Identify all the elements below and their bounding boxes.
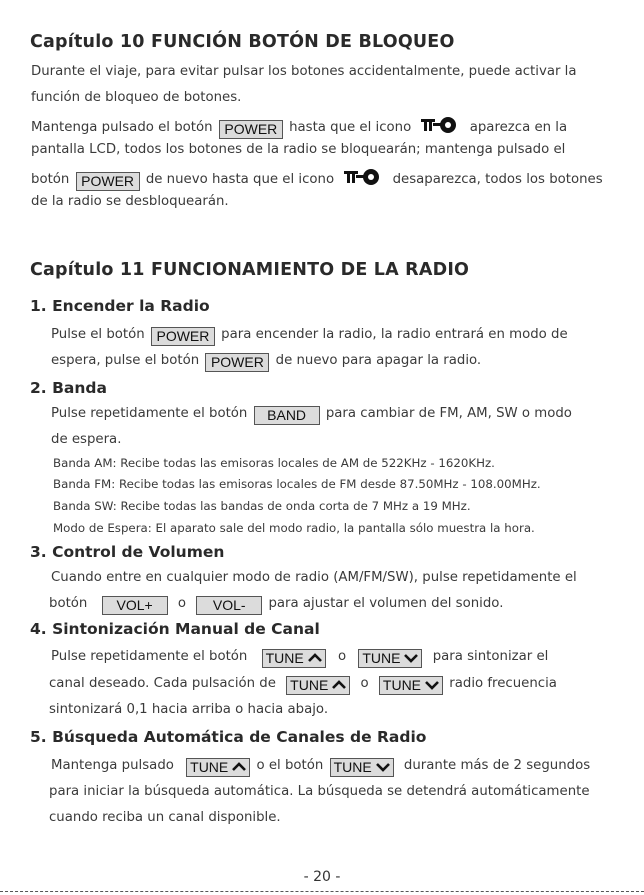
- paragraph-line: [51, 757, 590, 777]
- paragraph-line: [51, 405, 572, 425]
- text: o: [360, 676, 369, 691]
- text: durante más de 2 segundos: [403, 758, 591, 773]
- section-title: 5. Búsqueda Automática de Canales de Radio: [30, 728, 427, 746]
- section-title: 4. Sintonización Manual de Canal: [30, 620, 320, 638]
- paragraph-line: [51, 326, 568, 346]
- text: para cambiar de FM, AM, SW o modo: [325, 406, 572, 421]
- text: de nuevo para apagar la radio.: [275, 353, 482, 368]
- tune-up-button-label: [186, 758, 250, 777]
- text: o el botón: [256, 758, 324, 773]
- paragraph-line: de espera.: [51, 432, 122, 447]
- paragraph-line: Cuando entre en cualquier modo de radio (AM/FM/SW), pulse repetidamente el: [51, 570, 577, 585]
- text: para sintonizar el: [432, 649, 549, 664]
- paragraph-line: para iniciar la búsqueda automática. La búsqueda se detendrá automáticamente: [49, 784, 590, 799]
- text: radio frecuencia: [449, 676, 557, 691]
- chevron-down-icon: [424, 680, 440, 690]
- text: botón: [49, 596, 88, 611]
- band-sw-text: Banda SW: Recibe todas las bandas de onda corta de 7 MHz a 19 MHz.: [53, 499, 471, 513]
- text: hasta que el icono: [289, 120, 412, 135]
- text: desaparezca, todos los botones: [392, 172, 603, 187]
- band-am-text: Banda AM: Recibe todas las emisoras locales de AM de 522KHz - 1620KHz.: [53, 456, 495, 470]
- vol-up-button-label: VOL+: [102, 596, 168, 615]
- lock-key-icon: [421, 115, 459, 141]
- power-button-label: POWER: [205, 353, 269, 372]
- power-button-label: POWER: [76, 172, 140, 191]
- section-title: 3. Control de Volumen: [30, 543, 225, 561]
- paragraph-line: de la radio se desbloquearán.: [31, 194, 229, 209]
- paragraph-line: [31, 115, 567, 141]
- text: TUNE: [190, 759, 229, 775]
- text: espera, pulse el botón: [51, 353, 200, 368]
- section-title: 1. Encender la Radio: [30, 297, 210, 315]
- chevron-up-icon: [231, 762, 247, 772]
- paragraph-line: [49, 675, 557, 695]
- band-button-label: BAND: [254, 406, 320, 425]
- chevron-down-icon: [375, 762, 391, 772]
- chapter-11-title: Capítulo 11 FUNCIONAMIENTO DE LA RADIO: [30, 260, 470, 280]
- text: botón: [31, 172, 70, 187]
- text: para ajustar el volumen del sonido.: [268, 596, 504, 611]
- text: Pulse repetidamente el botón: [51, 649, 248, 664]
- text: Mantenga pulsado: [51, 758, 174, 773]
- paragraph-line: sintonizará 0,1 hacia arriba o hacia abajo.: [49, 702, 329, 717]
- text: TUNE: [333, 759, 372, 775]
- page-number: - 20 -: [303, 869, 341, 885]
- tune-up-button-label: [262, 649, 326, 668]
- text: TUNE: [265, 650, 304, 666]
- paragraph-line: pantalla LCD, todos los botones de la radio se bloquearán; mantenga pulsado el: [31, 142, 566, 157]
- paragraph-line: [51, 352, 481, 372]
- page-divider: [0, 891, 644, 892]
- text: TUNE: [290, 677, 329, 693]
- text: Pulse repetidamente el botón: [51, 406, 248, 421]
- paragraph-line: [51, 648, 548, 668]
- text: TUNE: [362, 650, 401, 666]
- power-button-label: POWER: [219, 120, 283, 139]
- power-button-label: POWER: [151, 327, 215, 346]
- text: canal deseado. Cada pulsación de: [49, 676, 276, 691]
- chapter-10-title: Capítulo 10 FUNCIÓN BOTÓN DE BLOQUEO: [30, 32, 455, 52]
- paragraph-line: cuando reciba un canal disponible.: [49, 810, 281, 825]
- chevron-down-icon: [403, 653, 419, 663]
- text: Mantenga pulsado el botón: [31, 120, 213, 135]
- text: Pulse el botón: [51, 327, 145, 342]
- text: TUNE: [382, 677, 422, 693]
- band-fm-text: Banda FM: Recibe todas las emisoras locales de FM desde 87.50MHz - 108.00MHz.: [53, 477, 541, 491]
- text: o: [337, 649, 347, 664]
- section-title: 2. Banda: [30, 379, 107, 397]
- paragraph-line: Durante el viaje, para evitar pulsar los botones accidentalmente, puede activar la: [31, 64, 577, 79]
- tune-down-button-label: [330, 758, 394, 777]
- tune-up-button-label: [286, 676, 350, 695]
- lock-key-icon: [344, 167, 382, 193]
- vol-down-button-label: VOL-: [196, 596, 262, 615]
- tune-down-button-label: [379, 676, 443, 695]
- paragraph-line: [49, 595, 503, 615]
- chevron-up-icon: [307, 653, 323, 663]
- text: de nuevo hasta que el icono: [145, 172, 335, 187]
- chevron-up-icon: [331, 680, 347, 690]
- text: para encender la radio, la radio entrará en modo de: [221, 327, 568, 342]
- paragraph-line: función de bloqueo de botones.: [31, 90, 242, 105]
- paragraph-line: [31, 167, 603, 193]
- tune-down-button-label: [358, 649, 422, 668]
- text: o: [177, 596, 186, 611]
- standby-mode-text: Modo de Espera: El aparato sale del modo radio, la pantalla sólo muestra la hora.: [53, 521, 535, 535]
- text: aparezca en la: [469, 120, 568, 135]
